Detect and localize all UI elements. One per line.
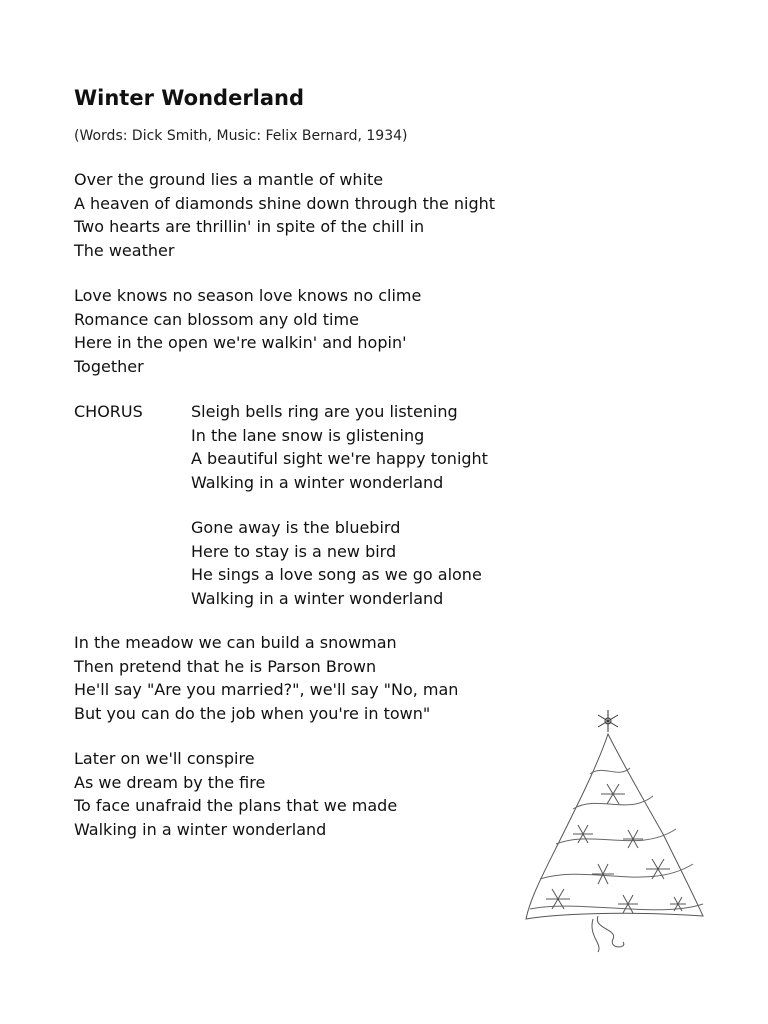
lyric-line: But you can do the job when you're in town" (74, 703, 431, 723)
verse-1 (74, 168, 495, 262)
lyric-line: Romance can blossom any old time (74, 309, 359, 329)
lyric-line: He'll say "Are you married?", we'll say "No, man (74, 680, 459, 700)
lyric-line: A heaven of diamonds shine down through the night (74, 193, 496, 213)
lyric-line: A beautiful sight we're happy tonight (191, 449, 488, 469)
song-credits: (Words: Dick Smith, Music: Felix Bernard, 1934) (74, 128, 408, 144)
chorus-part-1 (191, 400, 488, 494)
lyric-line: Later on we'll conspire (74, 749, 255, 768)
lyric-line: The weather (74, 240, 175, 260)
song-title: Winter Wonderland (74, 86, 305, 110)
chorus-label: CHORUS (74, 402, 143, 421)
lyric-line: Gone away is the bluebird (191, 518, 401, 537)
verse-2 (74, 284, 421, 378)
lyric-line: Love knows no season love knows no clime (74, 286, 422, 305)
lyric-line: Sleigh bells ring are you listening (191, 402, 458, 421)
lyric-line: In the lane snow is glistening (191, 425, 425, 445)
verse-4 (74, 747, 397, 841)
christmas-tree-icon (518, 704, 728, 956)
lyric-line: Over the ground lies a mantle of white (74, 170, 384, 189)
lyric-line: Then pretend that he is Parson Brown (74, 656, 377, 676)
lyric-line: Walking in a winter wonderland (191, 588, 444, 608)
lyric-line: Here to stay is a new bird (191, 541, 397, 561)
chorus-part-2 (191, 516, 482, 610)
verse-3 (74, 631, 458, 725)
lyric-line: In the meadow we can build a snowman (74, 633, 397, 652)
lyric-line: As we dream by the fire (74, 772, 266, 792)
lyric-line: Here in the open we're walkin' and hopin' (74, 333, 407, 353)
lyric-line: To face unafraid the plans that we made (74, 796, 398, 816)
lyric-line: Walking in a winter wonderland (74, 819, 327, 839)
lyric-line: Together (74, 356, 144, 376)
lyric-line: Walking in a winter wonderland (191, 472, 444, 492)
lyric-line: Two hearts are thrillin' in spite of the chill in (74, 217, 425, 237)
lyric-line: He sings a love song as we go alone (191, 565, 482, 585)
